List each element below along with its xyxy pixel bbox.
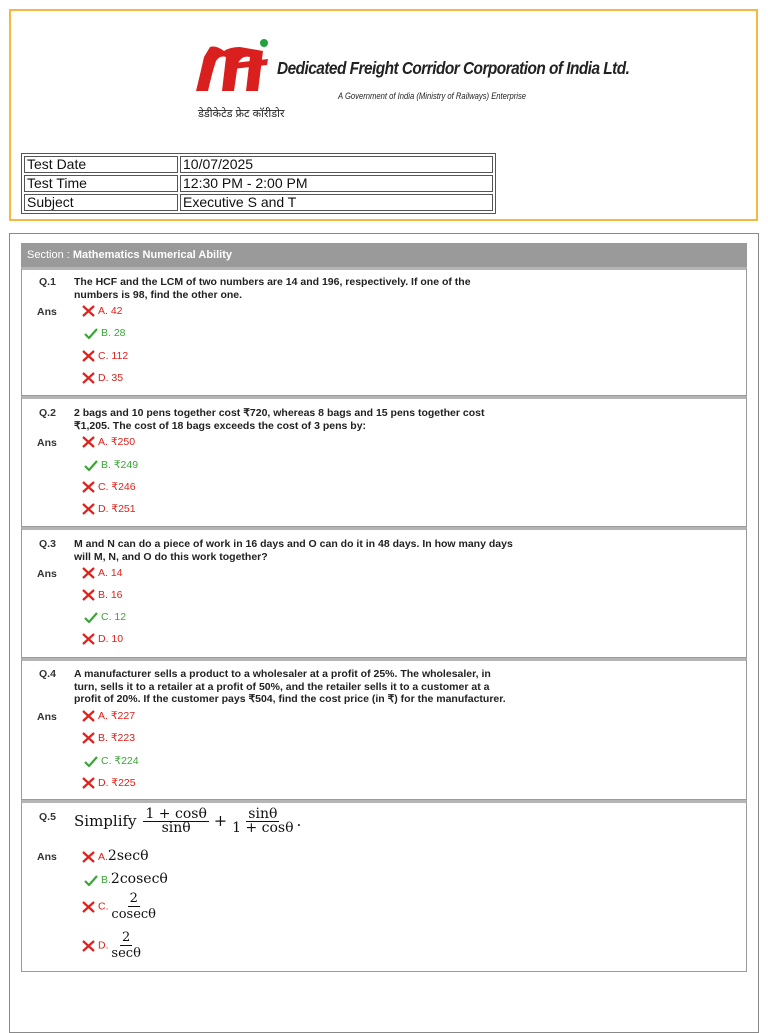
org-name: Dedicated Freight Corridor Corporation of India Ltd. [277,58,630,78]
option-a [82,710,135,722]
cross-icon [82,350,95,362]
cross-icon [82,589,95,601]
option-c [84,755,139,767]
check-icon [84,612,98,623]
info-value: 10/07/2025 [180,156,493,173]
option-text: D. 10 [98,633,124,645]
question-text [74,538,554,563]
option-text: D. 35 [98,372,124,384]
option-b [84,459,138,471]
org-subtitle: A Government of India (Ministry of Railways) Enterprise [338,91,527,101]
question-number: Q.3 [39,538,56,550]
option-text: A. ₹250 [98,436,136,448]
option-text: C. 12 [101,611,127,623]
fraction-denominator: secθ [111,946,141,961]
option-b [84,871,168,887]
question-number: Q.5 [39,811,56,823]
question-text [74,668,554,706]
option-text: C. 112 [98,350,129,362]
question-line: turn, sells it to a retailer at a profit of 50%, and the retailer sells it to a customer at a [74,680,490,693]
answer-label: Ans [37,306,57,318]
option-b [82,732,135,744]
section-name: Mathematics Numerical Ability [72,249,232,261]
option-label: B. [101,874,111,886]
section-prefix: Section : [27,249,73,261]
option-fraction [111,891,156,922]
option-text: B. 28 [101,327,126,339]
question-line: numbers is 98, find the other one. [74,288,243,301]
period: . [296,811,302,830]
option-a [82,305,123,317]
question-text [74,407,554,432]
option-text: B. 16 [98,589,123,601]
plus-sign: + [213,810,228,830]
option-b [82,589,123,601]
cross-icon [82,777,95,789]
option-text: D. ₹251 [98,503,136,515]
fraction-denominator: sinθ [161,819,191,836]
cross-icon [82,436,95,448]
option-text: A. ₹227 [98,710,136,722]
section-header [21,243,747,267]
fraction-denominator: 1 + cosθ [232,819,294,836]
answer-label: Ans [37,437,57,449]
info-label: Test Time [24,175,178,192]
option-d [82,777,136,789]
cross-icon [82,851,95,863]
option-text: A. 42 [98,305,123,317]
simplify-word: Simplify [74,811,137,830]
question-block-4 [21,658,747,800]
cross-icon [82,633,95,645]
info-row-date [24,156,493,173]
cross-icon [82,372,95,384]
question-line: 2 bags and 10 pens together cost ₹720, whereas 8 bags and 15 pens together cost [74,407,485,419]
fraction-numerator: 2 [129,891,138,906]
check-icon [84,875,98,886]
question-number: Q.4 [39,668,56,680]
option-math: 2cosecθ [110,871,168,887]
option-d [82,633,123,645]
info-label: Test Date [24,156,178,173]
option-d [82,372,123,384]
dfccil-logo [190,35,270,97]
question-line: M and N can do a piece of work in 16 days and O can do it in 48 days. In how many days [74,538,513,550]
question-line: A manufacturer sells a product to a wholesaler at a profit of 25%. The wholesaler, in [74,668,491,680]
fraction-denominator: cosecθ [111,907,157,922]
cross-icon [82,940,95,952]
question-block-3 [21,527,747,658]
question-line: will M, N, and O do this work together? [74,550,268,563]
cross-icon [82,481,95,493]
info-row-time [24,175,493,192]
check-icon [84,328,98,339]
fraction-2 [232,808,293,834]
check-icon [84,460,98,471]
answer-label: Ans [37,711,57,723]
info-row-subject [24,194,493,211]
answer-label: Ans [37,568,57,580]
option-c [82,481,136,493]
option-c [82,350,128,362]
question-line: profit of 20%. If the customer pays ₹504, find the cost price (in ₹) for the manufacturer. [74,693,506,705]
option-label: C. [98,900,109,913]
check-icon [84,756,98,767]
cross-icon [82,901,95,913]
info-label: Subject [24,194,178,211]
option-b [84,327,126,339]
org-hindi-name: डेडीकेटेड फ्रेट कॉरीडोर [198,108,285,120]
option-text: D. ₹225 [98,777,136,789]
question-line: ₹1,205. The cost of 18 bags exceeds the cost of 3 pens by: [74,419,367,432]
answer-label: Ans [37,851,57,863]
option-c [82,891,156,922]
question-number: Q.1 [39,276,56,288]
test-info-table [21,153,496,214]
option-d [82,930,141,961]
option-text: B. ₹249 [101,459,139,471]
info-value: 12:30 PM - 2:00 PM [180,175,493,192]
option-fraction [111,930,140,961]
option-label: D. [98,939,109,952]
question-text [74,276,554,301]
cross-icon [82,732,95,744]
fraction-numerator: 1 + cosθ [145,806,207,822]
question-number: Q.2 [39,407,56,419]
question-block-5 [21,800,747,972]
cross-icon [82,305,95,317]
question-block-1 [21,267,747,396]
fraction-numerator: 2 [122,930,131,945]
option-c [84,611,126,623]
option-math: 2secθ [107,848,149,864]
cross-icon [82,567,95,579]
option-d [82,503,136,515]
option-a [82,567,123,579]
cross-icon [82,710,95,722]
option-label: A. [98,851,108,863]
option-text: C. ₹224 [101,755,139,767]
question-block-2 [21,396,747,527]
option-text: A. 14 [98,567,123,579]
option-a [82,436,135,448]
option-a [82,848,149,864]
question-text [74,808,554,834]
question-line: The HCF and the LCM of two numbers are 14 and 196, respectively. If one of the [74,276,471,288]
cross-icon [82,503,95,515]
option-text: C. ₹246 [98,481,136,493]
info-value: Executive S and T [180,194,493,211]
option-text: B. ₹223 [98,732,136,744]
fraction-numerator: sinθ [248,806,278,822]
fraction-1 [143,808,208,834]
